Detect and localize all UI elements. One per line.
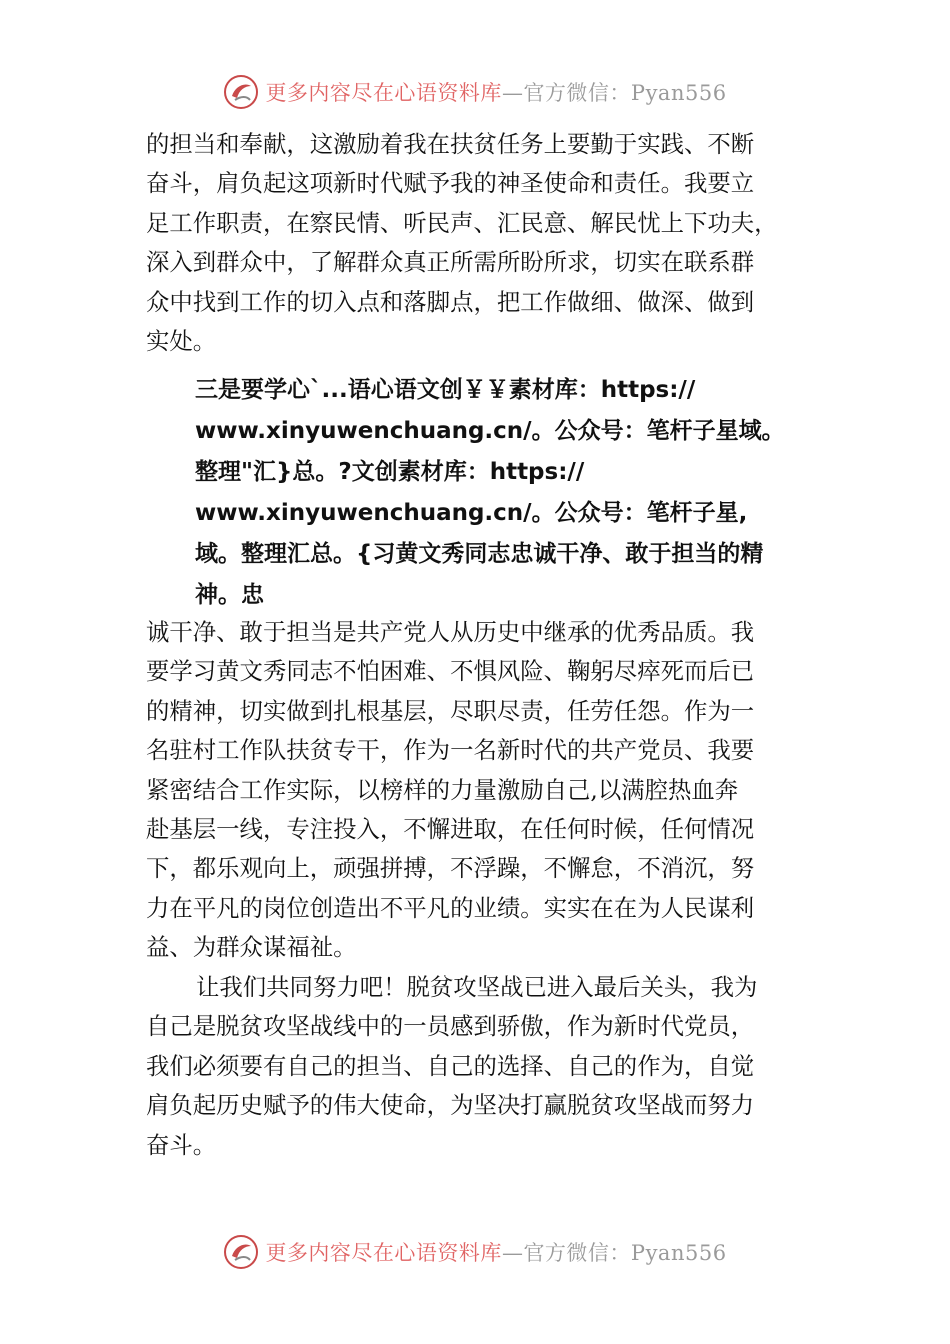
- bold-heading-paragraph: [195, 370, 855, 616]
- text-line: 的担当和奉献，这激励着我在扶贫任务上要勤于实践、不断: [146, 130, 755, 158]
- text-line: 奋斗。: [146, 1130, 217, 1159]
- text-line: 赴基层一线，专注投入，不懈进取，在任何时候，任何情况: [146, 814, 755, 843]
- header-brand: 更多内容尽在心语资料库: [265, 81, 502, 105]
- text-line: 自己是脱贫攻坚战线中的一员感到骄傲，作为新时代党员，: [146, 1012, 755, 1041]
- header-text: [265, 77, 726, 107]
- xinyu-logo-icon: [223, 74, 259, 110]
- bold-line: 整理"汇}总。?文创素材库：https://: [195, 459, 585, 485]
- footer-banner: [0, 1230, 950, 1274]
- header-banner: [0, 70, 950, 114]
- footer-contact: —官方微信：Pyan556: [501, 1241, 727, 1265]
- text-line: 要学习黄文秀同志不怕困难、不惧风险、鞠躬尽瘁死而后已: [146, 657, 755, 686]
- xinyu-logo-icon: [223, 1234, 259, 1270]
- footer-text: [265, 1237, 726, 1267]
- footer-brand: 更多内容尽在心语资料库: [265, 1241, 502, 1265]
- text-line: 紧密结合工作实际，以榜样的力量激励自己,以满腔热血奔: [146, 775, 739, 804]
- paragraph-3: [146, 968, 816, 1165]
- text-line: 肩负起历史赋予的伟大使命，为坚决打赢脱贫攻坚战而努力: [146, 1091, 755, 1120]
- header-contact: —官方微信：Pyan556: [501, 81, 727, 105]
- text-line: 深入到群众中，了解群众真正所需所盼所求，切实在联系群: [146, 248, 755, 277]
- text-line: 的精神，切实做到扎根基层，尽职尽责，任劳任怨。作为一: [146, 696, 755, 725]
- text-line: 奋斗，肩负起这项新时代赋予我的神圣使命和责任。我要立: [146, 169, 755, 198]
- text-line: 诚干净、敢于担当是共产党人从历史中继承的优秀品质。我: [146, 618, 755, 646]
- bold-line: 三是要学心`...语心语文创￥￥素材库：https://: [195, 377, 696, 403]
- bold-line: www.xinyuwenchuang.cn/。公众号：笔杆子星,: [195, 500, 748, 526]
- bold-line: 神。忠: [195, 582, 264, 608]
- text-line: 足工作职责，在察民情、听民声、汇民意、解民忧上下功夫，: [146, 208, 778, 237]
- bold-line: www.xinyuwenchuang.cn/。公众号：笔杆子星域。: [195, 418, 785, 444]
- paragraph-2: [146, 613, 816, 968]
- text-line: 下，都乐观向上，顽强拼搏，不浮躁，不懈怠，不消沉，努: [146, 854, 755, 883]
- text-line: 益、为群众谋福祉。: [146, 933, 357, 962]
- bold-line: 域。整理汇总。{习黄文秀同志忠诚干净、敢于担当的精: [195, 541, 764, 567]
- text-line: 力在平凡的岗位创造出不平凡的业绩。实实在在为人民谋利: [146, 893, 755, 922]
- text-line: 实处。: [146, 326, 217, 355]
- text-line: 让我们共同努力吧！脱贫攻坚战已进入最后关头，我为: [196, 973, 758, 1001]
- paragraph-1: [146, 125, 816, 361]
- text-line: 众中找到工作的切入点和落脚点，把工作做细、做深、做到: [146, 287, 755, 316]
- text-line: 名驻村工作队扶贫专干，作为一名新时代的共产党员、我要: [146, 736, 755, 765]
- text-line: 我们必须要有自己的担当、自己的选择、自己的作为，自觉: [146, 1051, 755, 1080]
